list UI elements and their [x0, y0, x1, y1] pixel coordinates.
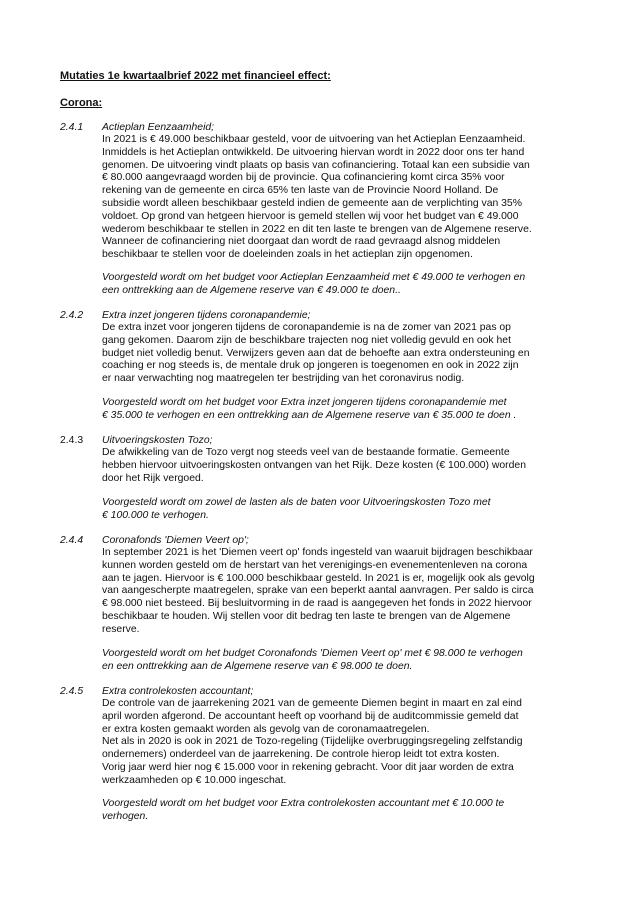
- body-line: hebben hiervoor uitvoeringskosten ontvangen van het Rijk. Deze kosten (€ 100.000) worden: [102, 459, 526, 471]
- section-title: Coronafonds 'Diemen Veert op';: [102, 535, 249, 546]
- proposal-line: Voorgesteld wordt om het budget voor Extra controlekosten accountant met € 10.000 te: [102, 798, 505, 809]
- body-line: ondernemers) onderdeel van de jaarrekening. De controle hierop leidt tot extra kosten.: [102, 749, 500, 761]
- section-title: Extra inzet jongeren tijdens coronapandemie;: [102, 310, 311, 321]
- proposal-line: € 100.000 te verhogen.: [102, 509, 209, 521]
- body-line: genomen. De uitvoering vindt plaats op basis van cofinanciering. Totaal kan een subsidie van: [102, 159, 530, 171]
- section-proposal: [102, 272, 572, 298]
- section-title: Actieplan Eenzaamheid;: [102, 122, 215, 133]
- body-line: Inmiddels is het Actieplan ontwikkeld. De uitvoering hiervan wordt in 2022 door ons ter hand: [102, 146, 525, 158]
- section-number: 2.4.1: [60, 122, 84, 133]
- body-line: coaching er nog steeds is, de mentale druk op jongeren is toegenomen en ook in 2022 zijn: [102, 360, 519, 372]
- section-title: Uitvoeringskosten Tozo;: [102, 435, 213, 446]
- section-number: 2.4.5: [60, 686, 84, 697]
- body-line: De afwikkeling van de Tozo vergt nog steeds veel van de bestaande formatie. Gemeente: [102, 447, 510, 458]
- proposal-line: Voorgesteld wordt om zowel de lasten als de baten voor Uitvoeringskosten Tozo met: [102, 497, 491, 508]
- proposal-line: een onttrekking aan de Algemene reserve van € 49.000 te doen..: [102, 284, 401, 296]
- body-line: er extra kosten gemaakt worden als gevolg van de coronamaatregelen.: [102, 723, 430, 735]
- body-line: rekening van de gemeente en circa 65% ten laste van de Provincie Noord Holland. De: [102, 185, 499, 197]
- body-line: aan te jagen. Hiervoor is € 100.000 beschikbaar gesteld. In 2021 is er, mogelijk ook als gevolg: [102, 572, 535, 584]
- proposal-line: Voorgesteld wordt om het budget voor Extra inzet jongeren tijdens coronapandemie met: [102, 397, 507, 408]
- section-body: [102, 134, 572, 262]
- body-line: kunnen worden gesteld om de herstart van het verenigings-en evenementenleven na corona: [102, 559, 528, 571]
- body-line: reserve.: [102, 623, 140, 635]
- body-line: beschikbaar te houden. Wij stellen voor dit bedrag ten laste te brengen van de Algemene: [102, 610, 511, 622]
- body-line: € 80.000 aangevraagd worden bij de provincie. Qua cofinanciering komt circa 35% voor: [102, 172, 505, 184]
- body-line: van aangescherpte maatregelen, sprake van een beperkt aantal aanvragen. Per saldo is circa: [102, 585, 534, 597]
- body-line: gang gekomen. Daarom zijn de beschikbare trajecten nog niet volledig gevuld en ook het: [102, 334, 511, 346]
- section-number: 2.4.2: [60, 310, 84, 321]
- body-line: wederom beschikbaar te stellen in 2022 en dit ten laste te brengen van de Algemene reserve.: [102, 223, 532, 235]
- section-proposal: [102, 497, 572, 523]
- proposal-line: verhogen.: [102, 810, 149, 822]
- proposal-line: € 35.000 te verhogen en een onttrekking aan de Algemene reserve van € 35.000 te doen .: [102, 409, 517, 421]
- section-number: 2.4.3: [60, 435, 84, 446]
- body-line: De controle van de jaarrekening 2021 van de gemeente Diemen begint in maart en zal eind: [102, 698, 522, 709]
- body-line: werkzaamheden op € 10.000 ingeschat.: [102, 774, 287, 786]
- body-line: er naar verwachting nog maatregelen ter bestrijding van het coronavirus nodig.: [102, 373, 465, 385]
- section-proposal: [102, 397, 572, 423]
- body-line: budget niet volledig benut. Verwijzers geven aan dat de behoefte aan extra ondersteuning en: [102, 347, 530, 359]
- section-body: [102, 447, 572, 485]
- section-body: [102, 698, 572, 788]
- proposal-line: Voorgesteld wordt om het budget voor Actieplan Eenzaamheid met € 49.000 te verhogen en: [102, 272, 526, 283]
- body-line: beschikbaar te stellen voor de doeleinden zoals in het actieplan zijn opgenomen.: [102, 249, 473, 261]
- body-line: door het Rijk vergoed.: [102, 472, 204, 484]
- section-title: Extra controlekosten accountant;: [102, 686, 254, 697]
- proposal-line: en een onttrekking aan de Algemene reserve van € 98.000 te doen.: [102, 660, 413, 672]
- body-line: Net als in 2020 is ook in 2021 de Tozo-regeling (Tijdelijke overbruggingsregeling zelfstandig: [102, 736, 523, 748]
- page-title: Mutaties 1e kwartaalbrief 2022 met financieel effect:: [60, 70, 331, 82]
- body-line: Vorig jaar werd hier nog € 15.000 voor in rekening gebracht. Voor dit jaar worden de extra: [102, 761, 514, 773]
- body-line: april worden afgerond. De accountant heeft op voorhand bij de auditcommissie gemeld dat: [102, 710, 519, 722]
- section-heading-corona: Corona:: [60, 97, 103, 109]
- section-proposal: [102, 798, 572, 824]
- proposal-line: Voorgesteld wordt om het budget Coronafonds 'Diemen Veert op' met € 98.000 te verhogen: [102, 648, 523, 659]
- section-body: [102, 547, 572, 637]
- section-proposal: [102, 648, 572, 674]
- body-line: subsidie wordt alleen beschikbaar gesteld indien de gemeente aan de verplichting van 35%: [102, 197, 522, 209]
- section-body: [102, 322, 572, 386]
- body-line: De extra inzet voor jongeren tijdens de coronapandemie is na de zomer van 2021 pas op: [102, 322, 511, 333]
- body-line: € 98.000 niet besteed. Bij besluitvorming in de raad is aangegeven het fonds in 2022 hiervoor: [102, 598, 532, 610]
- body-line: voldoet. Op grond van hetgeen hiervoor is gemeld stellen wij voor het budget van € 49.000: [102, 210, 519, 222]
- body-line: In 2021 is € 49.000 beschikbaar gesteld, voor de uitvoering van het Actieplan Eenzaamheid.: [102, 134, 526, 145]
- body-line: Wanneer de cofinanciering niet doorgaat dan wordt de raad gevraagd alsnog middelen: [102, 236, 501, 248]
- body-line: In september 2021 is het 'Diemen veert op' fonds ingesteld van waaruit bijdragen beschikbaar: [102, 547, 533, 558]
- section-number: 2.4.4: [60, 535, 84, 546]
